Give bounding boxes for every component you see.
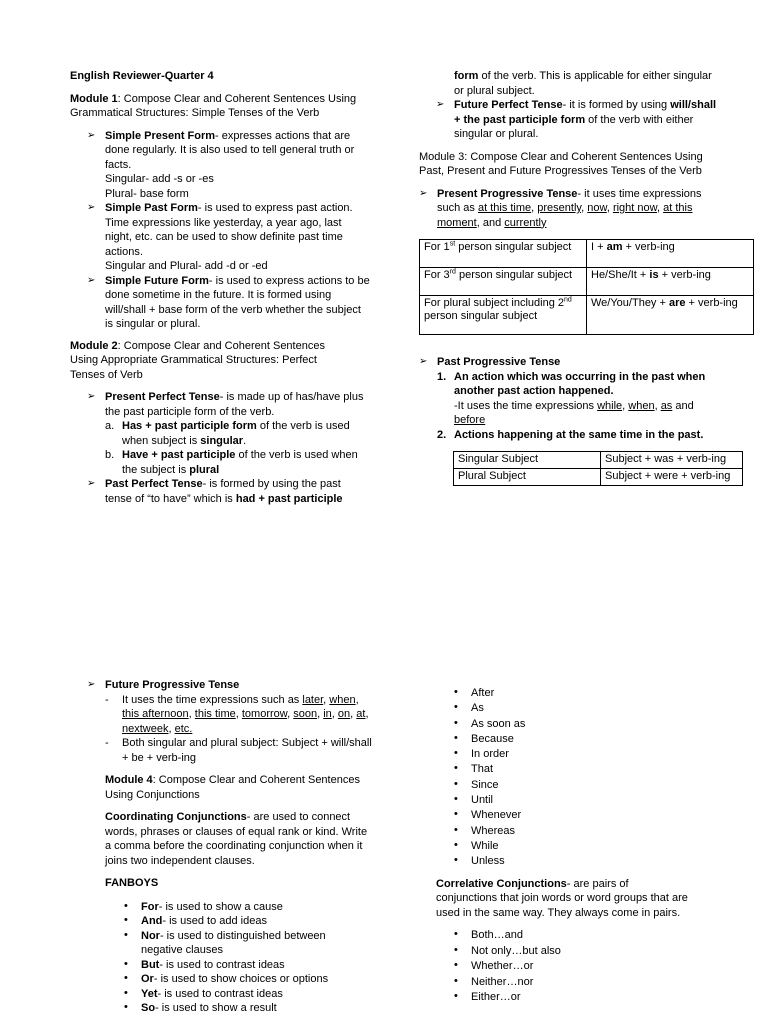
bullet-icon: • [454, 854, 458, 867]
bullet-icon: • [124, 899, 128, 912]
bullet-icon: • [124, 972, 128, 984]
top-right-column [419, 69, 759, 486]
top-left-column [70, 69, 370, 506]
bullet-icon: • [454, 686, 458, 698]
rule-a: a. Has + past participle form of the verb is used when subject is singular. [105, 420, 350, 447]
past-progressive-table [453, 451, 743, 486]
list-item: • As [454, 701, 484, 715]
future-progressive-expr: - It uses the time expressions such as later, when, this afternoon, this time, tomorrow, soon, in, on, at, nextweek, etc. [105, 693, 369, 735]
bullet-icon: • [124, 914, 128, 926]
arrow-bullet-icon: ➢ [87, 679, 96, 690]
list-item: • Unless [454, 854, 505, 868]
future-perfect-item: ➢ Future Perfect Tense- it is formed by using will/shall + the past participle form of the verb with either singular or plural. [436, 99, 717, 140]
rule-b: b. Have + past participle of the verb is used when the subject is plural [105, 449, 358, 476]
list-item: • For- is used to show a cause [124, 899, 283, 913]
arrow-bullet-icon: ➢ [436, 99, 445, 110]
bullet-icon: • [124, 957, 128, 970]
list-item: • Not only…but also [454, 943, 561, 957]
present-progressive-item: ➢ Present Progressive Tense- it uses time expressions such as at this time, presently, now, right now, at this moment, and currently [419, 187, 702, 229]
past-perfect-item: ➢ Past Perfect Tense- is formed by using the past tense of “to have” which is had + past participle [87, 478, 343, 505]
bullet-icon: • [454, 762, 458, 775]
subordinating-list [453, 686, 736, 870]
bullet-icon: • [454, 747, 458, 760]
list-item: • Yet- is used to contrast ideas [124, 986, 283, 1000]
past-progressive-item: ➢ Past Progressive Tense 1. An action which was occurring in the past when another past action happened. -It uses the time expressions while, when, as and before 2. Actions happening at the same time in the past. [419, 355, 719, 442]
list-item: • Neither…nor [454, 974, 534, 988]
arrow-bullet-icon: ➢ [87, 274, 96, 286]
table-row: For 3rd person singular subject He/She/It + is + verb-ing [420, 268, 754, 296]
list-item: • Whether…or [454, 959, 534, 973]
present-perfect-item: ➢ Present Perfect Tense- is made up of has/have plus the past participle form of the verb. a. Has + past participle form of the verb is used when subject is singular. b. Have + past participle of the verb is used when the subject is plural [87, 390, 370, 477]
bullet-icon: • [454, 823, 458, 836]
simple-present-item: ➢ Simple Present Form- expresses actions that are done regularly. It is also used to tell general truth or facts. Singular- add -s or -es Plural- base form [87, 129, 355, 200]
bullet-icon: • [454, 990, 458, 1003]
table-row: For plural subject including 2nd person singular subject We/You/They + are + verb-ing [420, 296, 754, 335]
bullet-icon: • [454, 731, 458, 744]
list-item: • Or- is used to show choices or options [124, 972, 329, 985]
arrow-bullet-icon: ➢ [87, 129, 96, 141]
bullet-icon: • [454, 928, 458, 941]
module1-heading: Module 1: Compose Clear and Coherent Sentences Using Grammatical Structures: Simple Tenses of the Verb [70, 92, 357, 119]
list-item: • Because [454, 731, 514, 745]
table-row: Singular Subject Subject + was + verb-ing [454, 452, 743, 469]
list-item: • So- is used to show a result [124, 1001, 277, 1014]
future-progressive-rule: - Both singular and plural subject: Subject + will/shall + be + verb-ing [105, 737, 372, 764]
past-progressive-rule-2: 2. Actions happening at the same time in the past. [437, 428, 704, 441]
bottom-left-column [87, 678, 377, 1016]
coordinating-conjunctions: Coordinating Conjunctions- are used to connect words, phrases or clauses of equal rank or kind. Write a comma before the coordinating conjunction when it joins two independent clauses. [105, 811, 368, 867]
list-item: • While [454, 838, 499, 852]
bullet-icon: • [454, 838, 458, 851]
list-item: • And- is used to add ideas [124, 914, 267, 927]
list-item: • Whereas [454, 823, 516, 837]
list-item: • In order [454, 747, 509, 761]
bullet-icon: • [124, 928, 128, 941]
arrow-bullet-icon: ➢ [87, 478, 96, 489]
future-progressive-item: ➢ Future Progressive Tense - It uses the time expressions such as later, when, this afternoon, this time, tomorrow, soon, in, on, at, nextweek, etc. - Both singular and plural subject: Subject + will/shall + be + verb-ing [87, 678, 377, 765]
fanboys-heading: FANBOYS [105, 877, 159, 889]
module2-heading: Module 2: Compose Clear and Coherent Sentences Using Appropriate Grammatical Structures: Perfect Tenses of Verb [70, 339, 325, 381]
list-item: • Until [454, 793, 494, 807]
simple-past-item: ➢ Simple Past Form- is used to express past action. Time expressions like yesterday, a year ago, last night, etc. can be used to show definite past time actions. Singular and Plural- add -d or -ed [87, 202, 353, 272]
arrow-bullet-icon: ➢ [419, 187, 428, 199]
list-item: • That [454, 762, 494, 776]
module3-heading: Module 3: Compose Clear and Coherent Sentences Using Past, Present and Future Progressives Tenses of the Verb [419, 150, 703, 177]
table-row: Plural Subject Subject + were + verb-ing [454, 469, 743, 486]
bullet-icon: • [454, 943, 458, 956]
bottom-right-column [436, 686, 736, 1006]
document-title: English Reviewer-Quarter 4 [70, 70, 214, 82]
list-item: • As soon as [454, 716, 526, 730]
list-item: • Whenever [454, 808, 522, 822]
arrow-bullet-icon: ➢ [87, 202, 96, 213]
arrow-bullet-icon: ➢ [419, 356, 428, 367]
correlative-list [453, 928, 736, 1006]
list-item: • Either…or [454, 990, 521, 1004]
bullet-icon: • [454, 701, 458, 714]
bullet-icon: • [454, 716, 458, 729]
list-item: • Nor- is used to distinguished between negative clauses [124, 928, 326, 956]
bullet-icon: • [454, 959, 458, 972]
bullet-icon: • [454, 808, 458, 821]
bullet-icon: • [454, 974, 458, 987]
list-item: • Both…and [454, 928, 523, 942]
simple-future-item: ➢ Simple Future Form- is used to express actions to be done sometime in the future. It is formed using will/shall + base form of the verb whether the subject is singular or plural. [87, 274, 370, 330]
correlative-conjunctions: Correlative Conjunctions- are pairs of conjunctions that join words or word groups that are used in the same way. They always come in pairs. [436, 877, 688, 919]
list-item: • But- is used to contrast ideas [124, 957, 285, 971]
continued-text: form of the verb. This is applicable for either singular or plural subject. [454, 70, 712, 97]
list-item: • After [454, 686, 495, 699]
bullet-icon: • [454, 777, 458, 790]
fanboys-list [123, 900, 353, 1016]
present-progressive-table [419, 239, 754, 335]
bullet-icon: • [454, 793, 458, 806]
module4-heading: Module 4: Compose Clear and Coherent Sentences Using Conjunctions [105, 774, 360, 801]
bullet-icon: • [124, 986, 128, 999]
list-item: • Since [454, 777, 499, 791]
past-progressive-rule-1: 1. An action which was occurring in the past when another past action happened. -It uses the time expressions while, when, as and before [437, 370, 706, 426]
arrow-bullet-icon: ➢ [87, 391, 96, 402]
bullet-icon: • [124, 1001, 128, 1013]
table-row: For 1st person singular subject I + am + verb-ing [420, 240, 754, 268]
